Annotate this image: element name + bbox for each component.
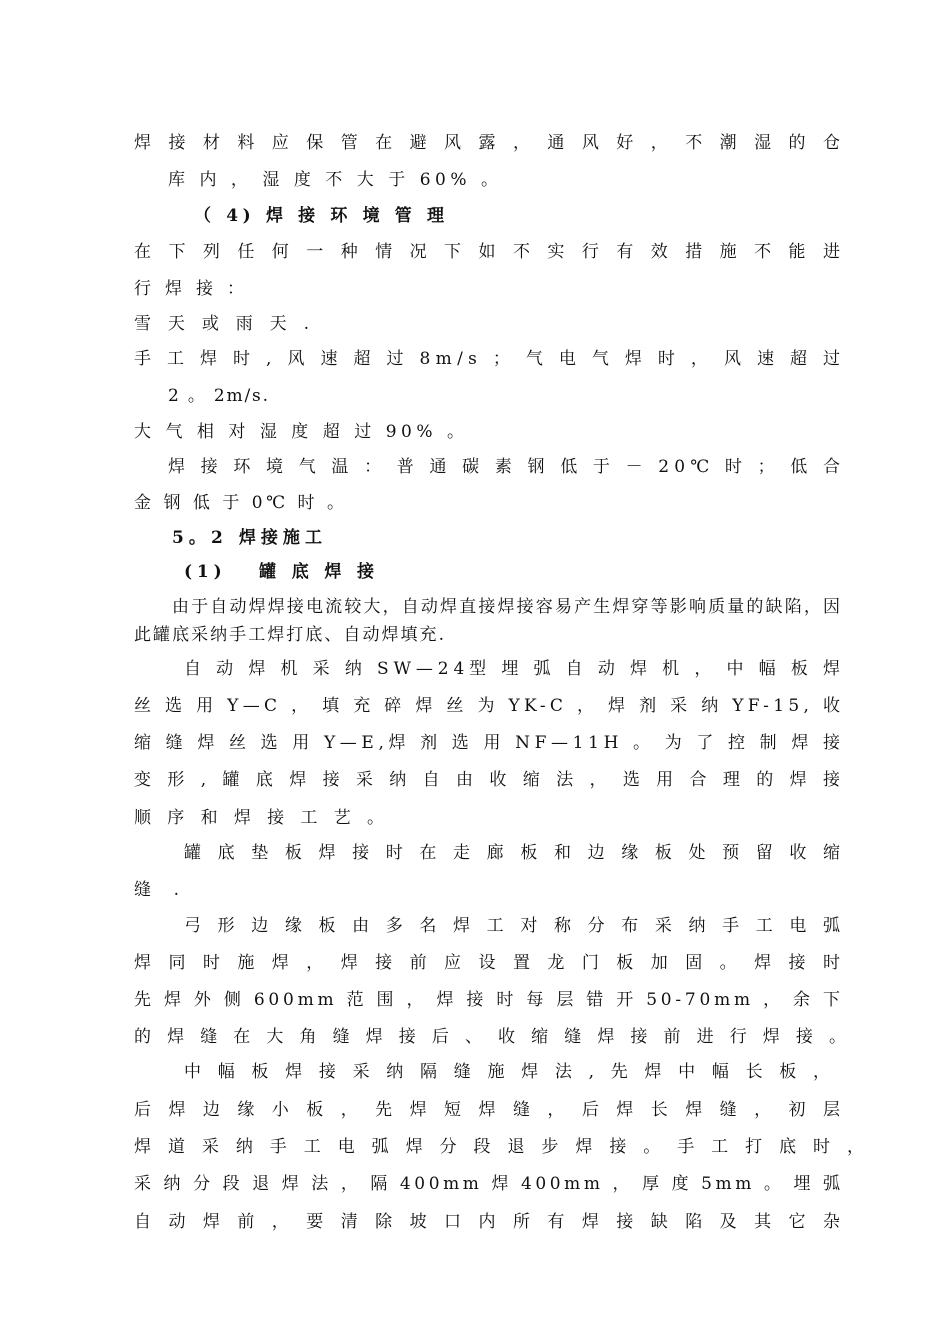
text-line: 中 幅 板 焊 接 采 纳 隔 缝 施 焊 法 , 先 焊 中 幅 长 板 ， [184, 1062, 836, 1082]
text-line: 焊 接 环 境 气 温 ： 普 通 碳 素 钢 低 于 － 20℃ 时 ； 低 合 [168, 457, 846, 477]
text-line: 此罐底采纳手工焊打底、自动焊填充. [134, 625, 447, 645]
text-line: 由于自动焊焊接电流较大，自动焊直接焊接容易产生焊穿等影响质量的缺陷，因 [172, 597, 843, 617]
text-line: 罐 底 垫 板 焊 接 时 在 走 廊 板 和 边 缘 板 处 预 留 收 缩 [184, 843, 846, 863]
text-line: 弓 形 边 缘 板 由 多 名 焊 工 对 称 分 布 采 纳 手 工 电 弧 [184, 916, 846, 936]
text-line: 大 气 相 对 湿 度 超 过 90% 。 [134, 422, 469, 442]
section-heading: （ 4) 焊 接 环 境 管 理 [194, 206, 449, 226]
text-line: 金 钢 低 于 0℃ 时 。 [134, 493, 348, 513]
section-heading: (1) 罐 底 焊 接 [184, 562, 379, 582]
text-line: 行 焊 接 ： [134, 279, 249, 299]
text-line: 焊 接 材 料 应 保 管 在 避 风 露 ， 通 风 好 ， 不 潮 湿 的 仓 [134, 133, 847, 153]
text-line: 雪 天 或 雨 天 . [134, 314, 315, 334]
text-line: 丝 选 用 Y—C ， 填 充 碎 焊 丝 为 YK-C ， 焊 剂 采 纳 YF-15, 收 [134, 696, 845, 716]
text-line: 库 内 ， 湿 度 不 大 于 60% 。 [168, 170, 503, 190]
text-line: 后 焊 边 缘 小 板 ， 先 焊 短 焊 缝 ， 后 焊 长 焊 缝 ， 初 层 [134, 1100, 847, 1120]
text-line: 顺 序 和 焊 接 工 艺 。 [134, 808, 390, 828]
text-line: 在 下 列 任 何 一 种 情 况 下 如 不 实 行 有 效 措 施 不 能 进 [134, 242, 847, 262]
text-line: 2 。 2m/s. [168, 386, 270, 406]
text-line: 变 形 , 罐 底 焊 接 采 纳 自 由 收 缩 法 ， 选 用 合 理 的 焊 接 [134, 770, 846, 790]
text-line: 焊 道 采 纳 手 工 电 弧 焊 分 段 退 步 焊 接 。 手 工 打 底 时 ， [134, 1137, 870, 1157]
text-line: 采 纳 分 段 退 焊 法 ， 隔 400mm 焊 400mm ， 厚 度 5mm 。 埋 弧 [134, 1174, 844, 1194]
text-line: 自 动 焊 前 ， 要 清 除 坡 口 内 所 有 焊 接 缺 陷 及 其 它 杂 [134, 1212, 847, 1232]
text-line: 手 工 焊 时 , 风 速 超 过 8m/s ； 气 电 气 焊 时 ， 风 速 超 过 [134, 349, 846, 369]
text-line: 焊 同 时 施 焊 ， 焊 接 前 应 设 置 龙 门 板 加 固 。 焊 接 时 [134, 953, 847, 973]
section-heading: 5。2 焊接施工 [172, 528, 328, 548]
text-line: 的 焊 缝 在 大 角 缝 焊 接 后 、 收 缩 缝 焊 接 前 进 行 焊 接 。 [134, 1027, 852, 1047]
text-line: 先 焊 外 侧 600mm 范 围 ， 焊 接 时 每 层 错 开 50-70mm ， 余 下 [134, 990, 844, 1010]
text-line: 缩 缝 焊 丝 选 用 Y—E,焊 剂 选 用 NF—11H 。 为 了 控 制 焊 接 [134, 733, 845, 753]
text-line: 缝 . [134, 880, 188, 900]
text-line: 自 动 焊 机 采 纳 SW—24型 埋 弧 自 动 焊 机 ， 中 幅 板 焊 [184, 659, 845, 679]
